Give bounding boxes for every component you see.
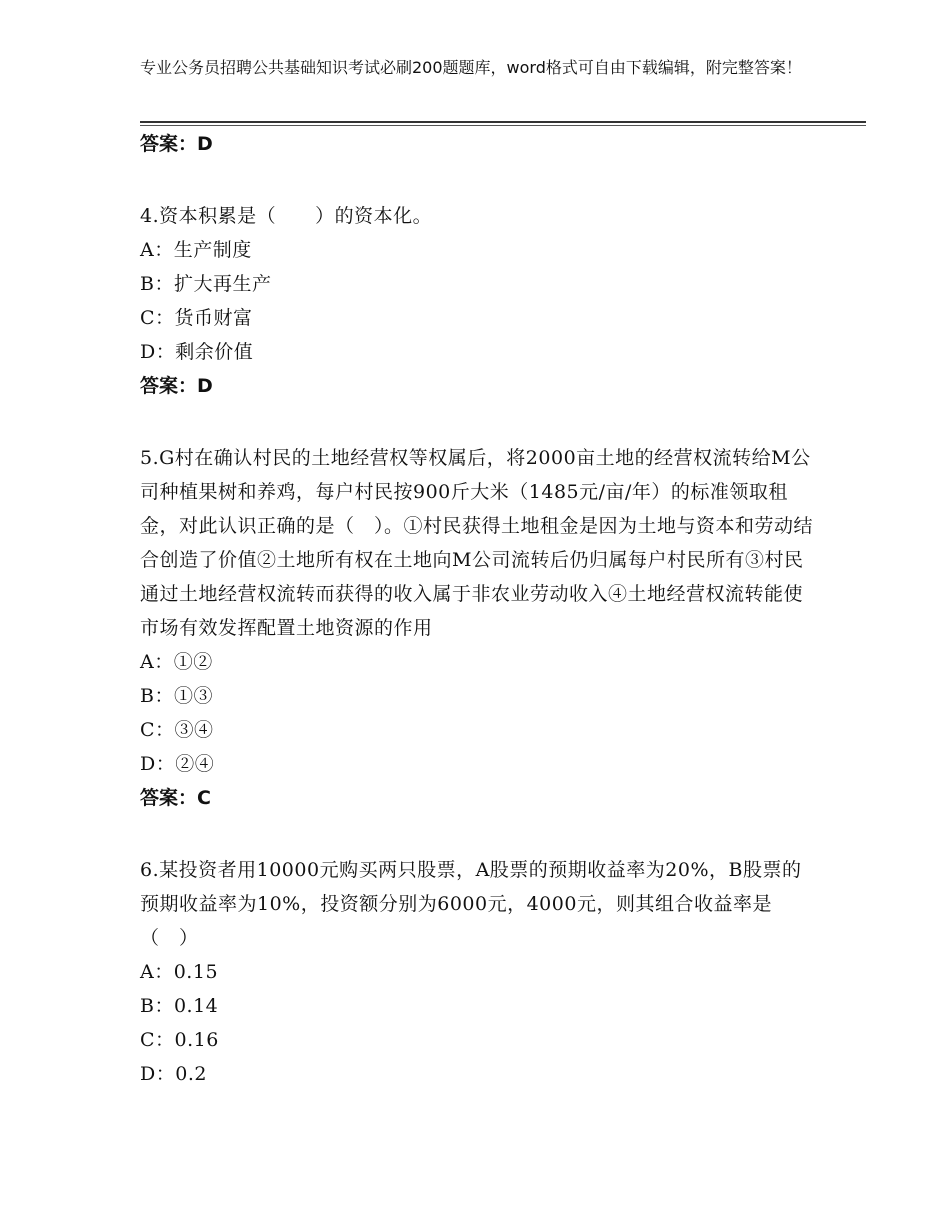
question-5 xyxy=(140,441,820,815)
option-d: D：②④ xyxy=(140,753,215,775)
option-d: D：0.2 xyxy=(140,1063,207,1085)
option-b: B：扩大再生产 xyxy=(140,273,272,295)
option-c: C：货币财富 xyxy=(140,307,253,329)
option-a: A：生产制度 xyxy=(140,239,252,261)
option-b: B：0.14 xyxy=(140,995,219,1017)
header-rule-secondary xyxy=(140,125,866,126)
question-stem: 5.G村在确认村民的土地经营权等权属后，将2000亩土地的经营权流转给M公司种植果树和养鸡，每户村民按900斤大米（1485元/亩/年）的标准领取租金，对此认识正确的是（ ）。①村民获得土地租金是因为土地与资本和劳动结合创造了价值②土地所有权在土地向M公司流转后仍归属每户村民所有③村民通过土地经营权流转而获得的收入属于非农业劳动收入④土地经营权流转能使市场有效发挥配置土地资源的作用 xyxy=(140,447,814,639)
answer: 答案：D xyxy=(140,375,213,397)
header-rule xyxy=(140,121,866,123)
page-header: 专业公务员招聘公共基础知识考试必刷200题题库，word格式可自由下载编辑，附完整答案！ xyxy=(140,58,802,77)
answer: 答案：C xyxy=(140,787,211,809)
option-d: D：剩余价值 xyxy=(140,341,254,363)
option-a: A：①② xyxy=(140,651,213,673)
option-c: C：0.16 xyxy=(140,1029,219,1051)
option-b: B：①③ xyxy=(140,685,213,707)
previous-answer: 答案：D xyxy=(140,133,213,155)
question-6 xyxy=(140,853,820,1091)
question-stem: 4.资本积累是（ ）的资本化。 xyxy=(140,205,433,227)
question-list xyxy=(140,127,820,1091)
question-4 xyxy=(140,199,820,403)
question-stem: 6.某投资者用10000元购买两只股票，A股票的预期收益率为20%，B股票的预期收益率为10%，投资额分别为6000元，4000元，则其组合收益率是（ ） xyxy=(140,859,802,949)
option-c: C：③④ xyxy=(140,719,214,741)
option-a: A：0.15 xyxy=(140,961,219,983)
